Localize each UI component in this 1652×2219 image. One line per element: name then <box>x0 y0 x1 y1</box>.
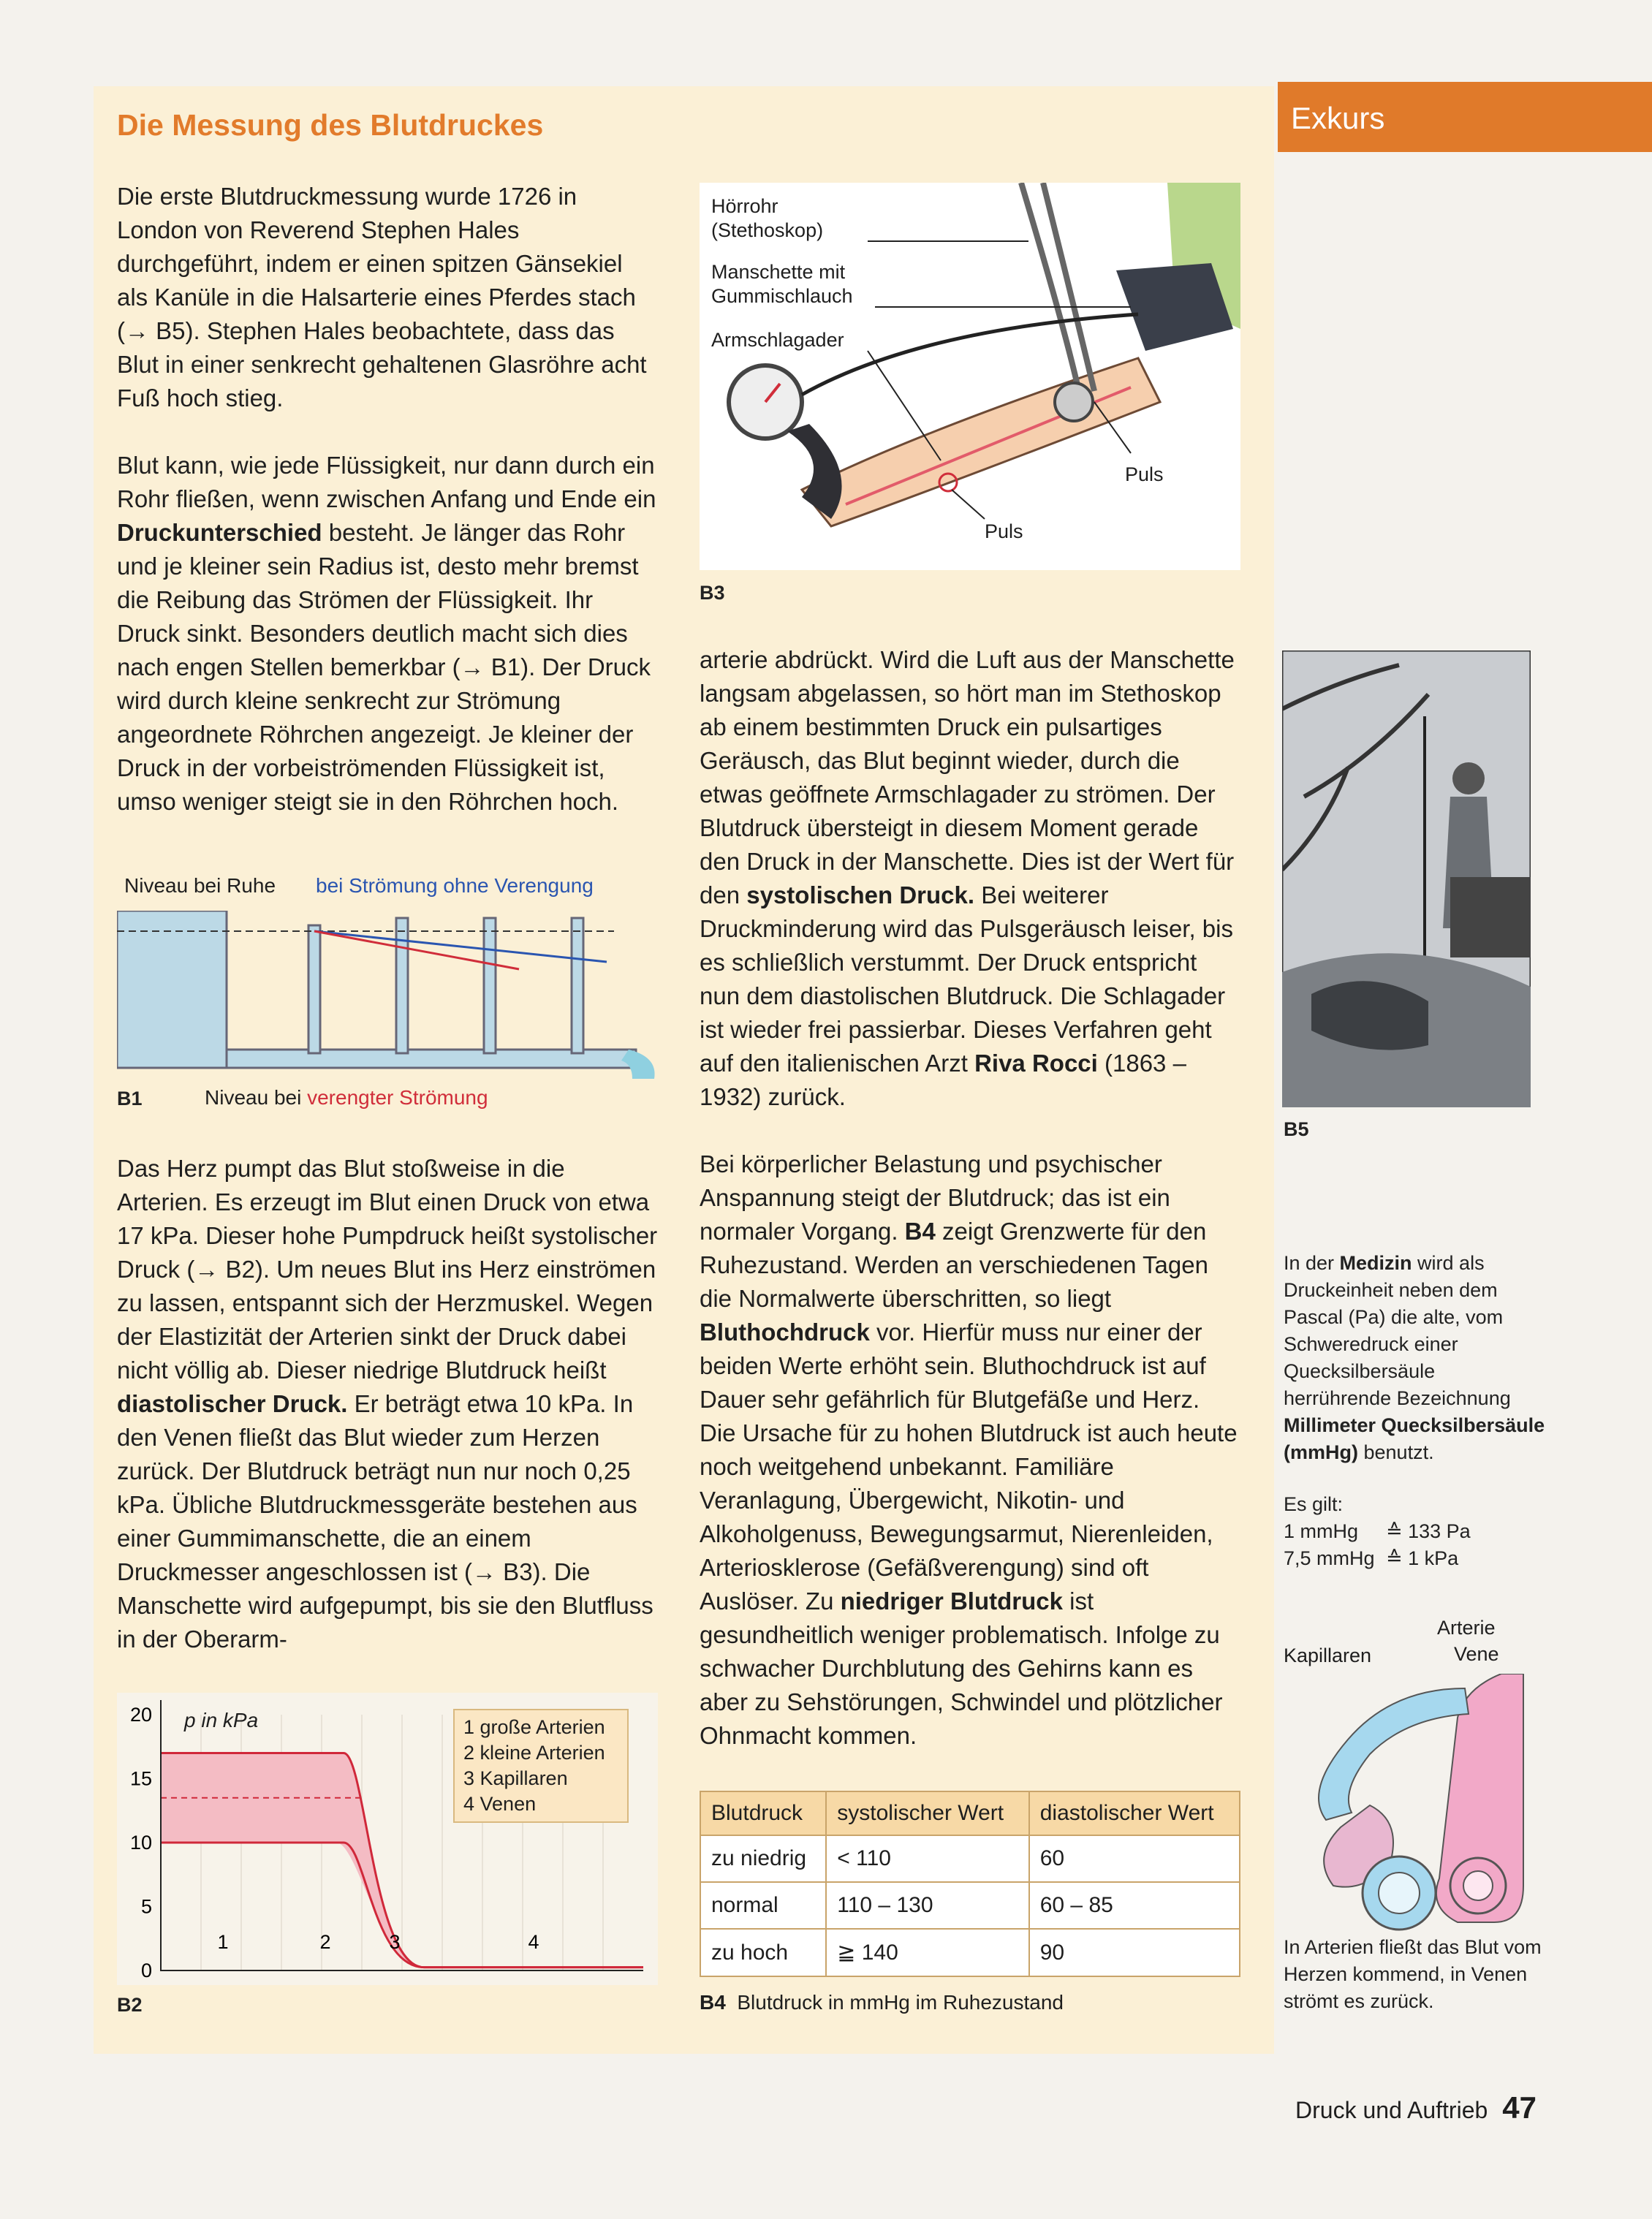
table-cell: ≧ 140 <box>826 1929 1028 1976</box>
table-cell: 110 – 130 <box>826 1882 1028 1929</box>
b3-label-pulse-upper: Puls <box>1125 463 1164 485</box>
table-cell: zu hoch <box>700 1929 826 1976</box>
b3-label-cuff: Manschette mit Gummischlauch <box>711 261 853 307</box>
table-row <box>700 1882 1240 1929</box>
table-row <box>700 1929 1240 1976</box>
vessel-label-vein: Vene <box>1454 1643 1499 1665</box>
sidebar-vessel-diagram <box>1282 1615 1545 1937</box>
column1-text-top <box>117 180 658 852</box>
column1-text-bottom <box>117 1152 658 1690</box>
b5-caption: B5 <box>1284 1118 1309 1140</box>
table-cell: < 110 <box>826 1835 1028 1882</box>
y-tick-label: 0 <box>140 1960 152 1981</box>
b1-label-rest: Niveau bei Ruhe <box>124 874 276 897</box>
legend-item: 3 Kapillaren <box>463 1767 568 1789</box>
paragraph-measurement: arterie abdrückt. Wird die Luft aus der Manschette langsam abgelassen, so hört man im Stethoskop ab einem bestimmten Druck ein pulsartiges Geräusch, das Blut beginnt wieder, durch die etwas geöffnete Armschlagader zu strömen. Der Blutdruck übersteigt in diesem Moment gerade den Druck in der Manschette. Dies ist der Wert für den systolischen Druck. Bei weiterer Druckminderung wird das Pulsgeräusch leiser, bis es schließlich verstummt. Der Druck entspricht nun dem diastolischen Blutdruck. Die Schlagader ist wieder frei passierbar. Dieses Verfahren geht auf den italienischen Arzt Riva Rocci (1863 – 1932) zurück. <box>700 646 1235 1110</box>
y-tick-label: 5 <box>140 1895 152 1918</box>
b2-legend <box>453 1709 629 1823</box>
figure-b5 <box>1282 650 1531 1140</box>
legend-item: 2 kleine Arterien <box>463 1742 605 1764</box>
y-tick-label: 15 <box>129 1767 152 1790</box>
b1-caption: B1 <box>117 1088 143 1110</box>
y-tick-label: 20 <box>129 1704 152 1726</box>
figure-b1 <box>117 874 658 1115</box>
vessel-illustration <box>1282 1674 1545 1937</box>
page-title: Die Messung des Blutdruckes <box>117 108 544 142</box>
b3-caption: B3 <box>700 582 725 604</box>
figure-b2 <box>117 1693 658 2014</box>
vessel-label-capillaries: Kapillaren <box>1284 1645 1372 1666</box>
b2-ylabel: p in kPa <box>184 1709 259 1731</box>
zone-label: 3 <box>389 1931 401 1953</box>
table-header: systolischer Wert <box>826 1791 1028 1835</box>
y-tick-label: 10 <box>129 1832 152 1854</box>
table-cell: normal <box>700 1882 826 1929</box>
table-header: Blutdruck <box>700 1791 826 1835</box>
b3-label-artery: Armschlagader <box>711 329 844 351</box>
figure-b3 <box>700 183 1240 604</box>
sidebar-bottom-note: In Arterien fließt das Blut vom Herzen kommend, in Venen strömt es zurück. <box>1284 1936 1542 2012</box>
b2-caption: B2 <box>117 1994 143 2016</box>
b4-caption: B4 Blutdruck in mmHg im Ruhezustand <box>700 1991 1064 2014</box>
b4-blood-pressure-table <box>700 1791 1240 1977</box>
paragraph-pressure-difference: Blut kann, wie jede Flüssigkeit, nur dann durch ein Rohr fließen, wenn zwischen Anfang und Ende ein Druckunterschied besteht. Je länger das Rohr und je kleiner sein Radius ist, desto mehr bremst die Reibung das Strömen der Flüssigkeit. Ihr Druck sinkt. Besonders deutlich macht sich dies nach engen Stellen bemerkbar (→ B1). Der Druck wird durch kleine senkrecht zur Strömung angeordnete Röhrchen angezeigt. Je kleiner der Druck in der vorbeiströmenden Flüssigkeit ist, umso weniger steigt sie in den Röhrchen hoch. <box>117 452 656 815</box>
zone-label: 4 <box>528 1931 539 1953</box>
page-footer <box>1295 2090 1537 2125</box>
legend-item: 4 Venen <box>463 1793 537 1815</box>
zone-label: 2 <box>319 1931 331 1953</box>
paragraph-hypertension: Bei körperlicher Belastung und psychischer Anspannung steigt der Blutdruck; das ist ein normaler Vorgang. B4 zeigt Grenzwerte für den Ruhezustand. Werden an verschiedenen Tagen die Normalwerte überschritten, so liegt Bluthochdruck vor. Hierfür muss nur einer der beiden Werte erhöht sein. Bluthochdruck ist auf Dauer sehr gefährlich für Blutgefäße und Herz. Die Ursache für zu hohen Blutdruck ist auch heute noch weitgehend unbekannt. Familiäre Veranlagung, Übergewicht, Nikotin- und Alkoholgenuss, Bewegungsarmut, Nierenleiden, Arteriosklerose (Gefäßverengung) sind oft Auslöser. Zu niedriger Blutdruck ist gesundheitlich weniger problematisch. Infolge zu schwacher Durchblutung des Gehirns kann es aber zu Sehstörungen, Schwindel und plötzlicher Ohnmacht kommen. <box>700 1150 1238 1749</box>
table-row <box>700 1835 1240 1882</box>
exkurs-tab: Exkurs <box>1278 82 1652 152</box>
legend-item: 1 große Arterien <box>463 1716 605 1738</box>
sidebar-mmhg-note: In der Medizin wird als Druckeinheit neben dem Pascal (Pa) die alte, vom Schweredruck einer Quecksilbersäule herrührende Bezeichnung Millimeter Quecksilbersäule (mmHg) benutzt. <box>1284 1252 1545 1463</box>
zone-label: 1 <box>217 1931 229 1953</box>
table-cell: 60 <box>1029 1835 1240 1882</box>
b1-label-flow: bei Strömung ohne Verengung <box>316 874 594 897</box>
b5-hales-engraving <box>1282 650 1531 1107</box>
vessel-label-artery: Arterie <box>1437 1617 1496 1639</box>
table-cell: 90 <box>1029 1929 1240 1976</box>
b1-tube-diagram <box>117 911 658 1079</box>
b3-label-stethoscope: Hörrohr (Stethoskop) <box>711 195 824 241</box>
table-header-row <box>700 1791 1240 1835</box>
b1-label-narrow: Niveau bei verengter Strömung <box>205 1086 488 1109</box>
table-cell: zu niedrig <box>700 1835 826 1882</box>
paragraph-heart-pressure: Das Herz pumpt das Blut stoßweise in die Arterien. Es erzeugt im Blut einen Druck von etwa 17 kPa. Dieser hohe Pumpdruck heißt systolischer Druck (→ B2). Um neues Blut ins Herz einströmen zu lassen, entspannt sich der Herzmuskel. Wegen der Elastizität der Arterien sinkt der Druck dabei nicht völlig ab. Dieser niedrige Blutdruck heißt diastolischer Druck. Er beträgt etwa 10 kPa. In den Venen fließt das Blut wieder zum Herzen zurück. Der Blutdruck beträgt nun nur noch 0,25 kPa. Übliche Blutdruckmessgeräte bestehen aus einer Gummimanschette, die an einem Druckmesser angeschlossen ist (→ B3). Die Manschette wird aufgepumpt, bis sie den Blutfluss in der Oberarm- <box>117 1155 658 1653</box>
paragraph-history: Die erste Blutdruckmessung wurde 1726 in London von Reverend Stephen Hales durchgeführt, indem er einen spitzen Gänsekiel als Kanüle in die Halsarterie eines Pferdes stach (→ B5). Stephen Hales beobachtete, dass das Blut in einer senkrecht gehaltenen Glasröhre acht Fuß hoch stieg. <box>117 183 647 411</box>
sidebar-conversion: Es gilt: 1 mmHg ≙ 133 Pa 7,5 mmHg ≙ 1 kPa <box>1284 1493 1471 1569</box>
footer-chapter: Druck und Auftrieb <box>1295 2097 1488 2123</box>
column2-text <box>700 643 1240 1786</box>
page-number: 47 <box>1502 2090 1537 2125</box>
b3-label-pulse-lower: Puls <box>985 520 1023 542</box>
table-cell: 60 – 85 <box>1029 1882 1240 1929</box>
table-header: diastolischer Wert <box>1029 1791 1240 1835</box>
